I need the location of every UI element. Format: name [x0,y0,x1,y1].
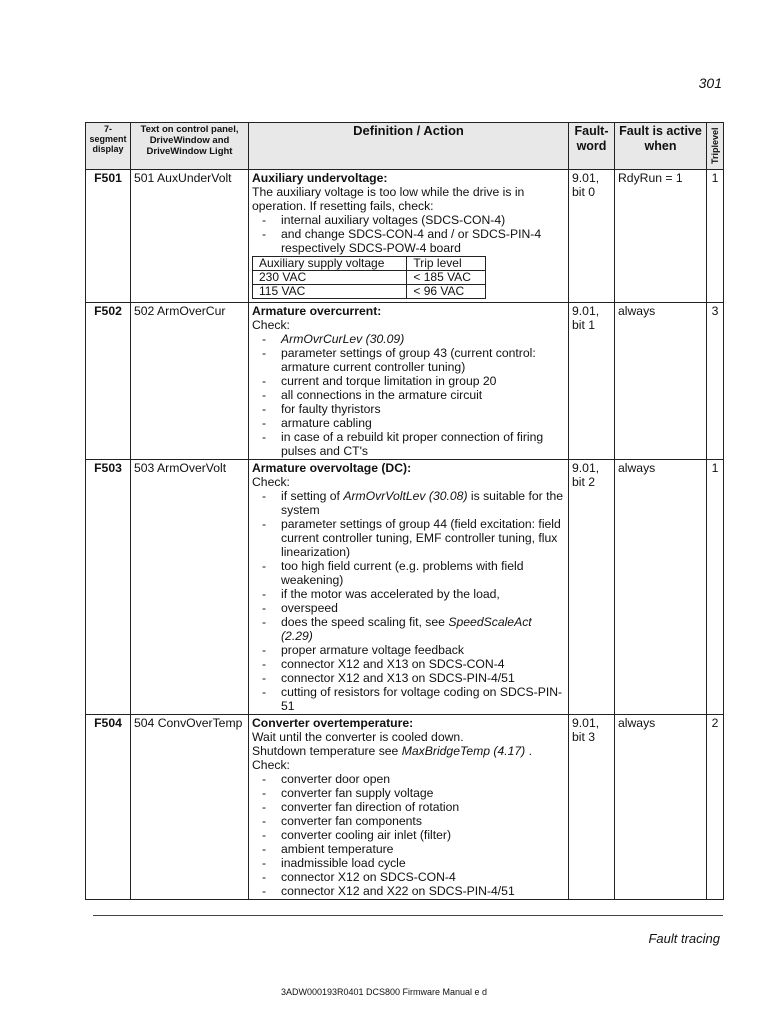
check-item: - converter fan supply voltage [262,786,565,800]
check-list [252,772,565,898]
header-fault-word: Fault-word [569,123,615,170]
active-when: always [615,303,707,460]
voltage-table-cell: < 96 VAC [407,285,486,299]
check-list [252,489,565,713]
fault-code: F501 [86,170,131,303]
check-item [262,489,565,517]
check-item-text: does the speed scaling fit, see [281,615,449,629]
header-triplevel [707,123,724,170]
check-item: - overspeed [262,601,565,615]
check-item: - all connections in the armature circuit [262,388,565,402]
check-item: - proper armature voltage feedback [262,643,565,657]
fault-text: 504 ConvOverTemp [131,715,249,900]
fault-text: 501 AuxUnderVolt [131,170,249,303]
header-triplevel-label: Triplevel [710,127,720,164]
check-item: - internal auxiliary voltages (SDCS-CON-4) [262,213,565,227]
fault-definition [249,170,569,303]
trip-level: 2 [707,715,724,900]
header-segment: 7-segment display [86,123,131,170]
check-item: - armature cabling [262,416,565,430]
check-item: - and change SDCS-CON-4 and / or SDCS-PIN-4 respectively SDCS-POW-4 board [262,227,565,255]
check-item-text: if setting of [281,489,344,503]
voltage-table-header: Trip level [407,257,486,271]
fault-word: 9.01, bit 1 [569,303,615,460]
shutdown-text: . [525,744,533,758]
check-item: - connector X12 on SDCS-CON-4 [262,870,565,884]
document-id: 3ADW000193R0401 DCS800 Firmware Manual e d [280,987,488,997]
check-label: Check: [252,318,290,332]
header-text: Text on control panel, DriveWindow and DriveWindow Light [131,123,249,170]
active-when: always [615,715,707,900]
table-row [86,715,724,900]
check-item [262,615,565,643]
check-item: - too high field current (e.g. problems with field weakening) [262,559,565,587]
check-item: - cutting of resistors for voltage coding on SDCS-PIN-51 [262,685,565,713]
check-item: - converter fan direction of rotation [262,800,565,814]
shutdown-note [252,744,565,758]
header-definition: Definition / Action [249,123,569,170]
check-item: - converter door open [262,772,565,786]
check-item: - connector X12 and X22 on SDCS-PIN-4/51 [262,884,565,898]
fault-definition [249,303,569,460]
voltage-table-cell: 230 VAC [253,271,407,285]
voltage-table-cell: < 185 VAC [407,271,486,285]
table-row [86,170,724,303]
definition-description: Wait until the converter is cooled down. [252,730,464,744]
check-item: - connector X12 and X13 on SDCS-CON-4 [262,657,565,671]
parameter-ref: MaxBridgeTemp (4.17) [401,744,526,758]
table-header-row [86,123,724,170]
active-when: RdyRun = 1 [615,170,707,303]
footer-divider [93,915,723,916]
check-list [252,332,565,458]
table-row [86,303,724,460]
check-item: - parameter settings of group 44 (field excitation: field current controller tuning, EMF controller tuning, flux linearization) [262,517,565,559]
check-item: - connector X12 and X13 on SDCS-PIN-4/51 [262,671,565,685]
trip-level: 3 [707,303,724,460]
voltage-table [252,256,486,299]
check-item: - parameter settings of group 43 (current control: armature current controller tuning) [262,346,565,374]
check-item: - converter fan components [262,814,565,828]
fault-code: F502 [86,303,131,460]
definition-description: The auxiliary voltage is too low while the drive is in operation. If resetting fails, check: [252,185,525,213]
fault-text: 503 ArmOverVolt [131,460,249,715]
check-item: - ambient temperature [262,842,565,856]
parameter-ref: ArmOvrCurLev (30.09) [281,332,405,346]
check-item: - converter cooling air inlet (filter) [262,828,565,842]
check-item: - current and torque limitation in group 20 [262,374,565,388]
voltage-table-cell: 115 VAC [253,285,407,299]
voltage-table-header: Auxiliary supply voltage [253,257,407,271]
check-item: - for faulty thyristors [262,402,565,416]
fault-word: 9.01, bit 2 [569,460,615,715]
definition-title: Armature overvoltage (DC): [252,461,412,475]
check-item: - if the motor was accelerated by the load, [262,587,565,601]
check-item [262,332,565,346]
fault-code: F503 [86,460,131,715]
parameter-ref: SpeedScaleAct (2.29) [281,615,532,643]
fault-table [85,122,724,900]
table-row [86,460,724,715]
definition-title: Converter overtemperature: [252,716,414,730]
fault-word: 9.01, bit 0 [569,170,615,303]
trip-level: 1 [707,170,724,303]
section-title: Fault tracing [648,931,720,946]
fault-text: 502 ArmOverCur [131,303,249,460]
fault-code: F504 [86,715,131,900]
check-item: - in case of a rebuild kit proper connection of firing pulses and CT's [262,430,565,458]
parameter-ref: ArmOvrVoltLev (30.08) [343,489,468,503]
active-when: always [615,460,707,715]
check-label: Check: [252,475,290,489]
check-item-text: is suitable for the system [281,489,564,517]
trip-level: 1 [707,460,724,715]
check-list [252,213,565,255]
definition-title: Auxiliary undervoltage: [252,171,388,185]
fault-definition [249,460,569,715]
header-active-when: Fault is active when [615,123,707,170]
shutdown-text: Shutdown temperature see [252,744,402,758]
fault-word: 9.01, bit 3 [569,715,615,900]
check-item: - inadmissible load cycle [262,856,565,870]
definition-title: Armature overcurrent: [252,304,382,318]
page-number: 301 [698,75,722,91]
fault-definition [249,715,569,900]
check-label: Check: [252,758,290,772]
